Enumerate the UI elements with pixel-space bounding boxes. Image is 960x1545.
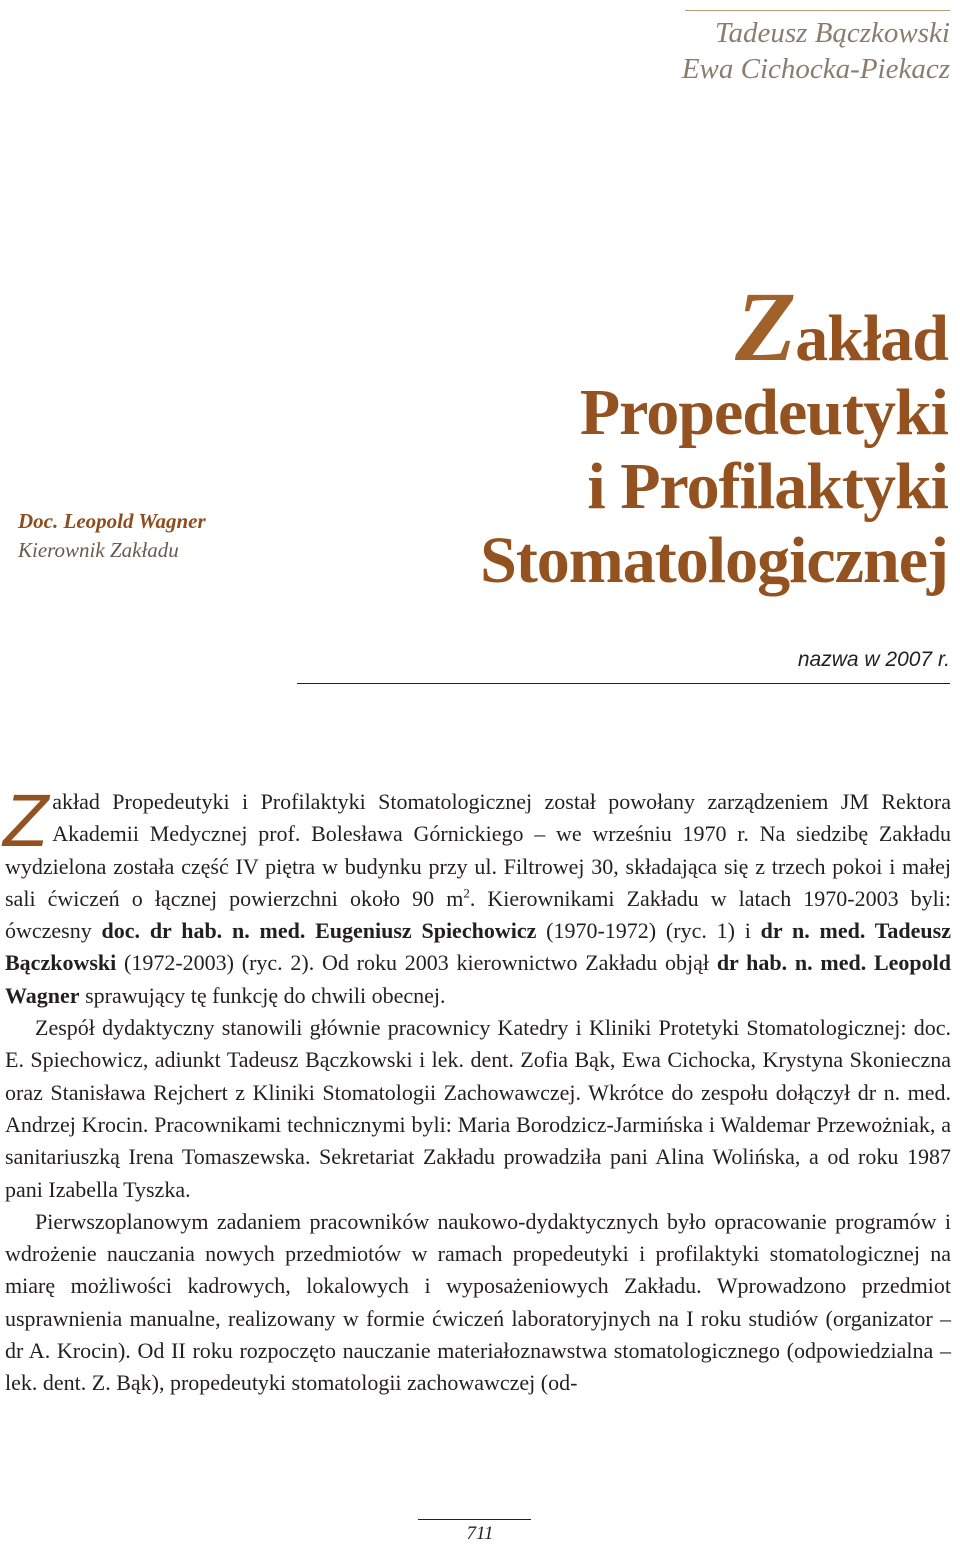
text-run: . Kierownikami Zakładu w latach 1970-2003 byli: ówczesny xyxy=(5,885,951,944)
text-run: (1972-2003) (ryc. 2). Od roku 2003 kierownictwo Zakładu objął xyxy=(116,950,717,976)
body-text xyxy=(3,779,951,1400)
name-year-note: nazwa w 2007 r. xyxy=(797,648,950,671)
authors xyxy=(682,15,950,87)
superscript: 2 xyxy=(463,885,470,901)
title-line: Stomatologicznej xyxy=(480,524,948,597)
header-rule xyxy=(685,10,950,11)
text-run: sprawujący tę funkcję do chwili obecnej. xyxy=(79,982,446,1008)
text-run: (1970-1972) (ryc. 1) i xyxy=(536,918,761,944)
bold-name: dr n. med. Tadeusz Bączkowski xyxy=(5,918,951,976)
paragraph-2: Zespół dydaktyczny stanowili głównie pracownicy Katedry i Kliniki Protetyki Stomatologicznej: doc. E. Spiechowicz, adiunkt Tadeusz Bączkowski i lek. dent. Zofia Bąk, Ewa Cichocka, Krystyna Skonieczna oraz Stanisława Rejchert z Kliniki Stomatologii Zachowawczej. Wkrótce do zespołu dołączył dr n. med. Andrzej Krocin. Pracownikami technicznymi byli: Maria Borodzicz-Jarmińska i Waldemar Przewożniak, a sanitariuszką Irena Tomaszewska. Sekretariat Zakładu prowadziła pani Alina Wolińska, a od roku 1987 pani Izabella Tyszka. xyxy=(5,1015,951,1202)
chapter-title xyxy=(480,271,948,598)
head-role: Kierownik Zakładu xyxy=(18,538,179,562)
author-name: Ewa Cichocka-Piekacz xyxy=(681,53,950,85)
paragraph-1 xyxy=(3,779,951,1012)
title-text: akład xyxy=(795,302,948,375)
title-rule xyxy=(297,683,950,684)
footer-rule xyxy=(418,1519,531,1520)
bold-name: dr hab. n. med. Leopold Wagner xyxy=(5,950,951,1008)
text-run: akład Propedeutyki i Profilaktyki Stomatologicznej został powołany zarządzeniem JM Rektora Akademii Medycznej prof. Bolesława Górnickiego – we wrześniu 1970 r. Na siedzibę Zakładu wydzielona została część IV piętra w budynku przy ul. Filtrowej 30, składająca się z trzech pokoi i małej sali ćwiczeń o łącznej powierzchni około 90 m xyxy=(5,789,951,911)
head-name: Doc. Leopold Wagner xyxy=(18,509,206,533)
department-head xyxy=(18,507,206,565)
page-number: 711 xyxy=(466,1523,494,1544)
bold-name: doc. dr hab. n. med. Eugeniusz Spiechowicz xyxy=(101,918,537,944)
title-line xyxy=(480,271,948,382)
title-line: i Profilaktyki xyxy=(587,450,948,523)
author-name: Tadeusz Bączkowski xyxy=(715,17,950,49)
paragraph-3: Pierwszoplanowym zadaniem pracowników naukowo-dydaktycznych było opracowanie programów i wdrożenie nauczania nowych przedmiotów w ramach propedeutyki i profilaktyki stomatologicznej na miarę możliwości kadrowych, lokalowych i wyposażeniowych Zakładu. Wprowadzono przedmiot usprawnienia manualne, realizowany w formie ćwiczeń laboratoryjnych na I roku studiów (organizator – dr A. Krocin). Od II roku rozpoczęto nauczanie materiałoznawstwa stomatologicznego (odpowiedzialna – lek. dent. Z. Bąk), propedeutyki stomatologii zachowawczej (od- xyxy=(5,1208,951,1396)
title-line: Propedeutyki xyxy=(579,376,948,449)
title-initial: Z xyxy=(735,271,796,382)
drop-cap: Z xyxy=(3,779,49,862)
